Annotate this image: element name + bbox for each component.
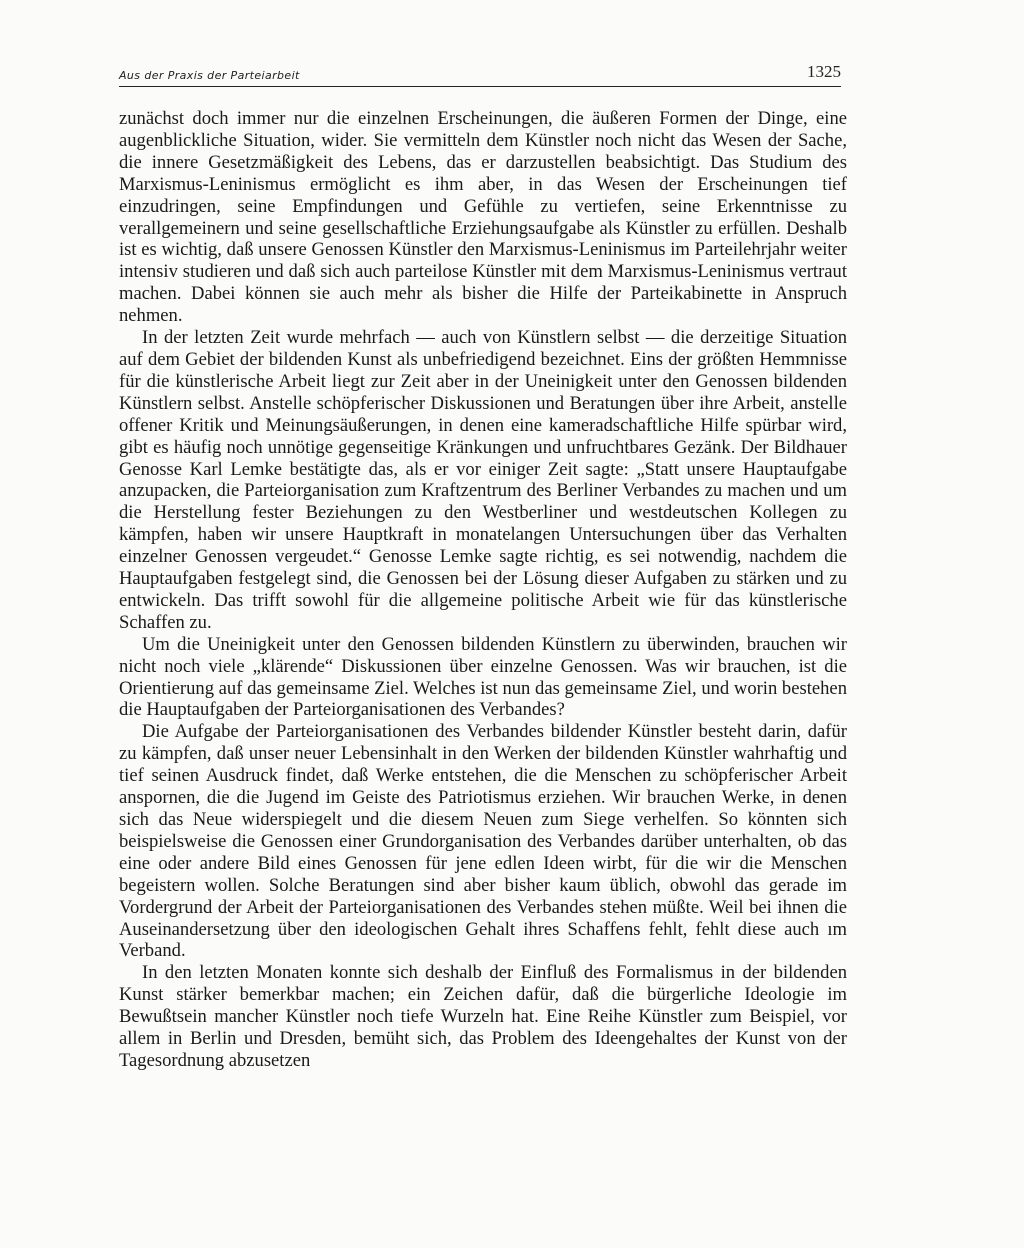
paragraph: Die Aufgabe der Parteiorganisationen des Verbandes bildender Künstler besteht darin, dafür zu kämpfen, daß unser neuer Lebensinhalt in den Werken der bildenden Künstler wahrhaftig und tief seinen Ausdruck findet, daß Werke entstehen, die die Menschen zu schöpferischer Arbeit anspornen, die die Jugend im Geiste des Patriotismus erziehen. Wir brauchen Werke, in denen sich das Neue widerspiegelt und die diesem Neuen zum Siege verhelfen. So könnten sich beispielsweise die Genossen einer Grundorganisation des Verbandes darüber unterhalten, ob das eine oder andere Bild eines Genossen für jene edlen Ideen wirbt, für die wir die Menschen begeistern wollen. Solche Beratungen sind aber bisher kaum üblich, obwohl das gerade im Vordergrund der Arbeit der Parteiorganisationen des Verbandes stehen müßte. Weil bei ihnen die Auseinandersetzung über den ideologischen Gehalt ihres Schaffens fehlt, fehlt diese auch ım Verband. (119, 721, 847, 962)
paragraph: Um die Uneinigkeit unter den Genossen bildenden Künstlern zu überwinden, brauchen wir nicht noch viele „klärende“ Diskussionen über einzelne Genossen. Was wir brauchen, ist die Orientierung auf das gemeinsame Ziel. Welches ist nun das gemeinsame Ziel, und worin bestehen die Hauptaufgaben der Parteiorganisationen des Verbandes? (119, 633, 847, 721)
running-head: Aus der Praxis der Parteiarbeit (119, 69, 300, 82)
body-text (119, 108, 847, 1072)
paragraph: zunächst doch immer nur die einzelnen Erscheinungen, die äußeren Formen der Dinge, eine augenblickliche Situation, wider. Sie vermitteln dem Künstler noch nicht das Wesen der Sache, die innere Gesetzmäßigkeit des Lebens, das er darzustellen beabsichtigt. Das Studium des Marxismus-Leninismus ermöglicht es ihm aber, in das Wesen der Erscheinungen tief einzudringen, seine Empfindungen und Gefühle zu vertiefen, seine Erkenntnisse zu verallgemeinern und seine gesellschaftliche Erziehungsaufgabe als Künstler zu erfüllen. Deshalb ist es wichtig, daß unsere Genossen Künstler den Marxismus-Leninismus im Parteilehrjahr weiter intensiv studieren und daß sich auch parteilose Künstler mit dem Marxismus-Leninismus vertraut machen. Dabei können sie auch mehr als bisher die Hilfe der Parteikabinette in Anspruch nehmen. (119, 108, 847, 327)
page-number: 1325 (807, 62, 841, 81)
paragraph: In den letzten Monaten konnte sich deshalb der Einfluß des Formalismus in der bildenden Kunst stärker bemerkbar machen; ein Zeichen dafür, daß die bürgerliche Ideologie im Bewußtsein mancher Künstler noch tiefe Wurzeln hat. Eine Reihe Künstler zum Beispiel, vor allem in Berlin und Dresden, bemüht sich, das Problem des Ideengehaltes der Kunst von der Tagesordnung abzusetzen (119, 962, 847, 1071)
page-header (119, 60, 841, 87)
paragraph: In der letzten Zeit wurde mehrfach — auch von Künstlern selbst — die derzeitige Situation auf dem Gebiet der bildenden Kunst als unbefriedigend bezeichnet. Eins der größten Hemmnisse für die künstlerische Arbeit liegt zur Zeit aber in der Uneinigkeit unter den Genossen bildenden Künstlern selbst. Anstelle schöpferischer Diskussionen und Beratungen über ihre Arbeit, anstelle offener Kritik und Meinungsäußerungen, in denen eine kameradschaftliche Hilfe spürbar wird, gibt es häufig noch unnötige gegenseitige Kränkungen und unfruchtbares Gezänk. Der Bildhauer Genosse Karl Lemke bestätigte das, als er vor einiger Zeit sagte: „Statt unsere Hauptaufgabe anzupacken, die Parteiorganisation zum Kraftzentrum des Berliner Verbandes zu machen und um die Herstellung fester Beziehungen zu den Westberliner und westdeutschen Kollegen zu kämpfen, haben wir unsere Hauptkraft in monatelangen Untersuchungen über das Verhalten einzelner Genossen vergeudet.“ Genosse Lemke sagte richtig, es sei notwendig, nachdem die Hauptaufgaben festgelegt sind, die Genossen bei der Lösung dieser Aufgaben zu stärken und zu entwickeln. Das trifft sowohl für die allgemeine politische Arbeit wie für das künstlerische Schaffen zu. (119, 327, 847, 633)
